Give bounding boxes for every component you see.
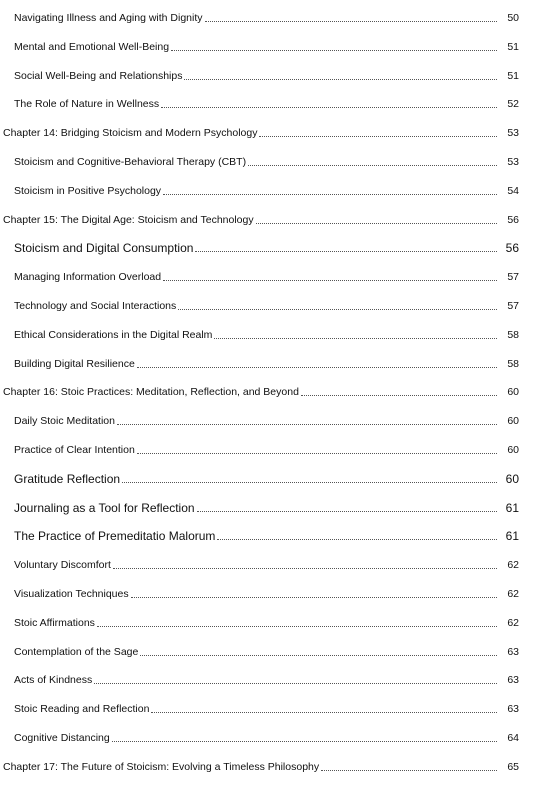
dot-leader: [256, 222, 497, 224]
toc-page-number: 63: [507, 703, 519, 716]
dot-leader: [248, 164, 497, 166]
toc-entry-title: Stoicism in Positive Psychology: [14, 184, 162, 197]
toc-section-entry[interactable]: [14, 294, 543, 312]
toc-section-entry[interactable]: [14, 668, 543, 686]
dot-leader: [151, 711, 497, 713]
toc-entry-title: Technology and Social Interactions: [14, 300, 177, 312]
dot-leader: [117, 423, 497, 425]
toc-page-number: 63: [507, 674, 519, 687]
toc-page-number: 63: [507, 645, 519, 658]
toc-page-number: 60: [507, 415, 519, 428]
dot-leader: [137, 366, 497, 368]
toc-page-number: 65: [507, 760, 519, 773]
dot-leader: [301, 394, 497, 396]
toc-section-entry[interactable]: [14, 611, 543, 629]
toc-section-entry[interactable]: [14, 409, 543, 427]
dot-leader: [171, 49, 497, 51]
toc-entry-title: Stoicism and Cognitive-Behavioral Therapy (CBT): [14, 156, 247, 168]
toc-entry-title: Stoic Affirmations: [14, 616, 95, 629]
toc-entry-title: Contemplation of the Sage: [14, 645, 139, 658]
toc-page-number: 57: [507, 271, 519, 284]
toc-section-entry[interactable]: [14, 496, 543, 514]
toc-page-number: 64: [507, 732, 519, 744]
toc-page-number: 53: [507, 127, 519, 140]
dot-leader: [259, 135, 497, 137]
toc-entry-title: Cognitive Distancing: [14, 732, 110, 744]
dot-leader: [137, 452, 497, 454]
toc-section-entry[interactable]: [14, 524, 543, 542]
toc-entry-title: Building Digital Resilience: [14, 357, 135, 370]
toc-entry-title: Journaling as a Tool for Reflection: [14, 500, 195, 515]
toc-section-entry[interactable]: [14, 265, 543, 283]
toc-page-number: 62: [507, 616, 519, 629]
toc-section-entry[interactable]: [14, 553, 543, 571]
toc-page-number: 53: [507, 156, 519, 168]
toc-section-entry[interactable]: [14, 582, 543, 600]
toc-page-number: 62: [507, 588, 519, 600]
toc-section-entry[interactable]: [14, 64, 543, 82]
dot-leader: [94, 682, 497, 684]
dot-leader: [214, 337, 497, 339]
toc-entry-title: Daily Stoic Meditation: [14, 415, 115, 428]
toc-page-number: 60: [505, 471, 519, 486]
toc-section-entry[interactable]: [14, 697, 543, 715]
dot-leader: [161, 106, 497, 108]
dot-leader: [217, 538, 497, 540]
toc-entry-title: Ethical Considerations in the Digital Realm: [14, 328, 213, 341]
dot-leader: [197, 510, 497, 512]
toc-entry-title: Chapter 14: Bridging Stoicism and Modern Psychology: [3, 127, 258, 140]
toc-entry-title: Managing Information Overload: [14, 271, 162, 284]
toc-entry-title: Chapter 15: The Digital Age: Stoicism and Technology: [3, 213, 254, 226]
toc-entry-title: Stoicism and Digital Consumption: [14, 241, 194, 256]
dot-leader: [163, 279, 497, 281]
toc-section-entry[interactable]: [14, 467, 543, 485]
toc-page-number: 51: [507, 40, 519, 53]
toc-page-number: 62: [507, 559, 519, 572]
dot-leader: [184, 78, 497, 80]
toc-section-entry[interactable]: [14, 92, 543, 110]
toc-page-number: 56: [505, 241, 519, 256]
toc-section-entry[interactable]: [14, 179, 543, 197]
dot-leader: [195, 250, 497, 252]
dot-leader: [97, 625, 497, 627]
toc-page-number: 58: [507, 357, 519, 370]
toc-section-entry[interactable]: [14, 35, 543, 53]
toc-chapter-entry[interactable]: [3, 208, 543, 226]
toc-section-entry[interactable]: [14, 323, 543, 341]
toc-entry-title: Gratitude Reflection: [14, 471, 121, 486]
toc-entry-title: Practice of Clear Intention: [14, 444, 135, 456]
toc-page-number: 50: [507, 12, 519, 24]
toc-entry-title: Visualization Techniques: [14, 588, 129, 600]
toc-page-number: 56: [507, 213, 519, 226]
toc-entry-title: Acts of Kindness: [14, 674, 93, 687]
toc-page-number: 61: [505, 500, 519, 515]
toc-entry-title: Voluntary Discomfort: [14, 559, 111, 572]
toc-entry-title: The Role of Nature in Wellness: [14, 98, 160, 111]
toc-page-number: 51: [507, 69, 519, 82]
toc-page-number: 57: [507, 300, 519, 312]
dot-leader: [122, 481, 497, 483]
toc-section-entry[interactable]: [14, 150, 543, 168]
toc-section-entry[interactable]: [14, 726, 543, 744]
dot-leader: [113, 567, 497, 569]
toc-chapter-entry[interactable]: [3, 121, 543, 139]
dot-leader: [112, 740, 497, 742]
toc-page-number: 54: [507, 184, 519, 197]
dot-leader: [205, 20, 497, 22]
toc-section-entry[interactable]: [14, 6, 543, 24]
toc-entry-title: Stoic Reading and Reflection: [14, 703, 150, 716]
toc-page-number: 61: [505, 529, 519, 544]
toc-section-entry[interactable]: [14, 640, 543, 658]
toc-section-entry[interactable]: [14, 352, 543, 370]
toc-page-number: 60: [507, 386, 519, 399]
toc-page-number: 52: [507, 98, 519, 111]
toc-section-entry[interactable]: [14, 438, 543, 456]
dot-leader: [163, 193, 497, 195]
toc-entry-title: Mental and Emotional Well-Being: [14, 40, 170, 53]
toc-page-number: 58: [507, 328, 519, 341]
toc-entry-title: Chapter 16: Stoic Practices: Meditation, Reflection, and Beyond: [3, 386, 299, 399]
dot-leader: [178, 308, 497, 310]
toc-section-entry[interactable]: [14, 236, 543, 254]
toc-entry-title: Social Well-Being and Relationships: [14, 69, 183, 82]
toc-chapter-entry[interactable]: [3, 380, 543, 398]
dot-leader: [131, 596, 497, 598]
toc-entry-title: The Practice of Premeditatio Malorum: [14, 529, 216, 544]
toc-page-number: 60: [507, 444, 519, 456]
toc-entry-title: Navigating Illness and Aging with Dignity: [14, 12, 203, 24]
dot-leader: [140, 654, 497, 656]
toc-chapter-entry[interactable]: [3, 755, 543, 773]
dot-leader: [321, 769, 497, 771]
toc-entry-title: Chapter 17: The Future of Stoicism: Evolving a Timeless Philosophy: [3, 760, 320, 773]
